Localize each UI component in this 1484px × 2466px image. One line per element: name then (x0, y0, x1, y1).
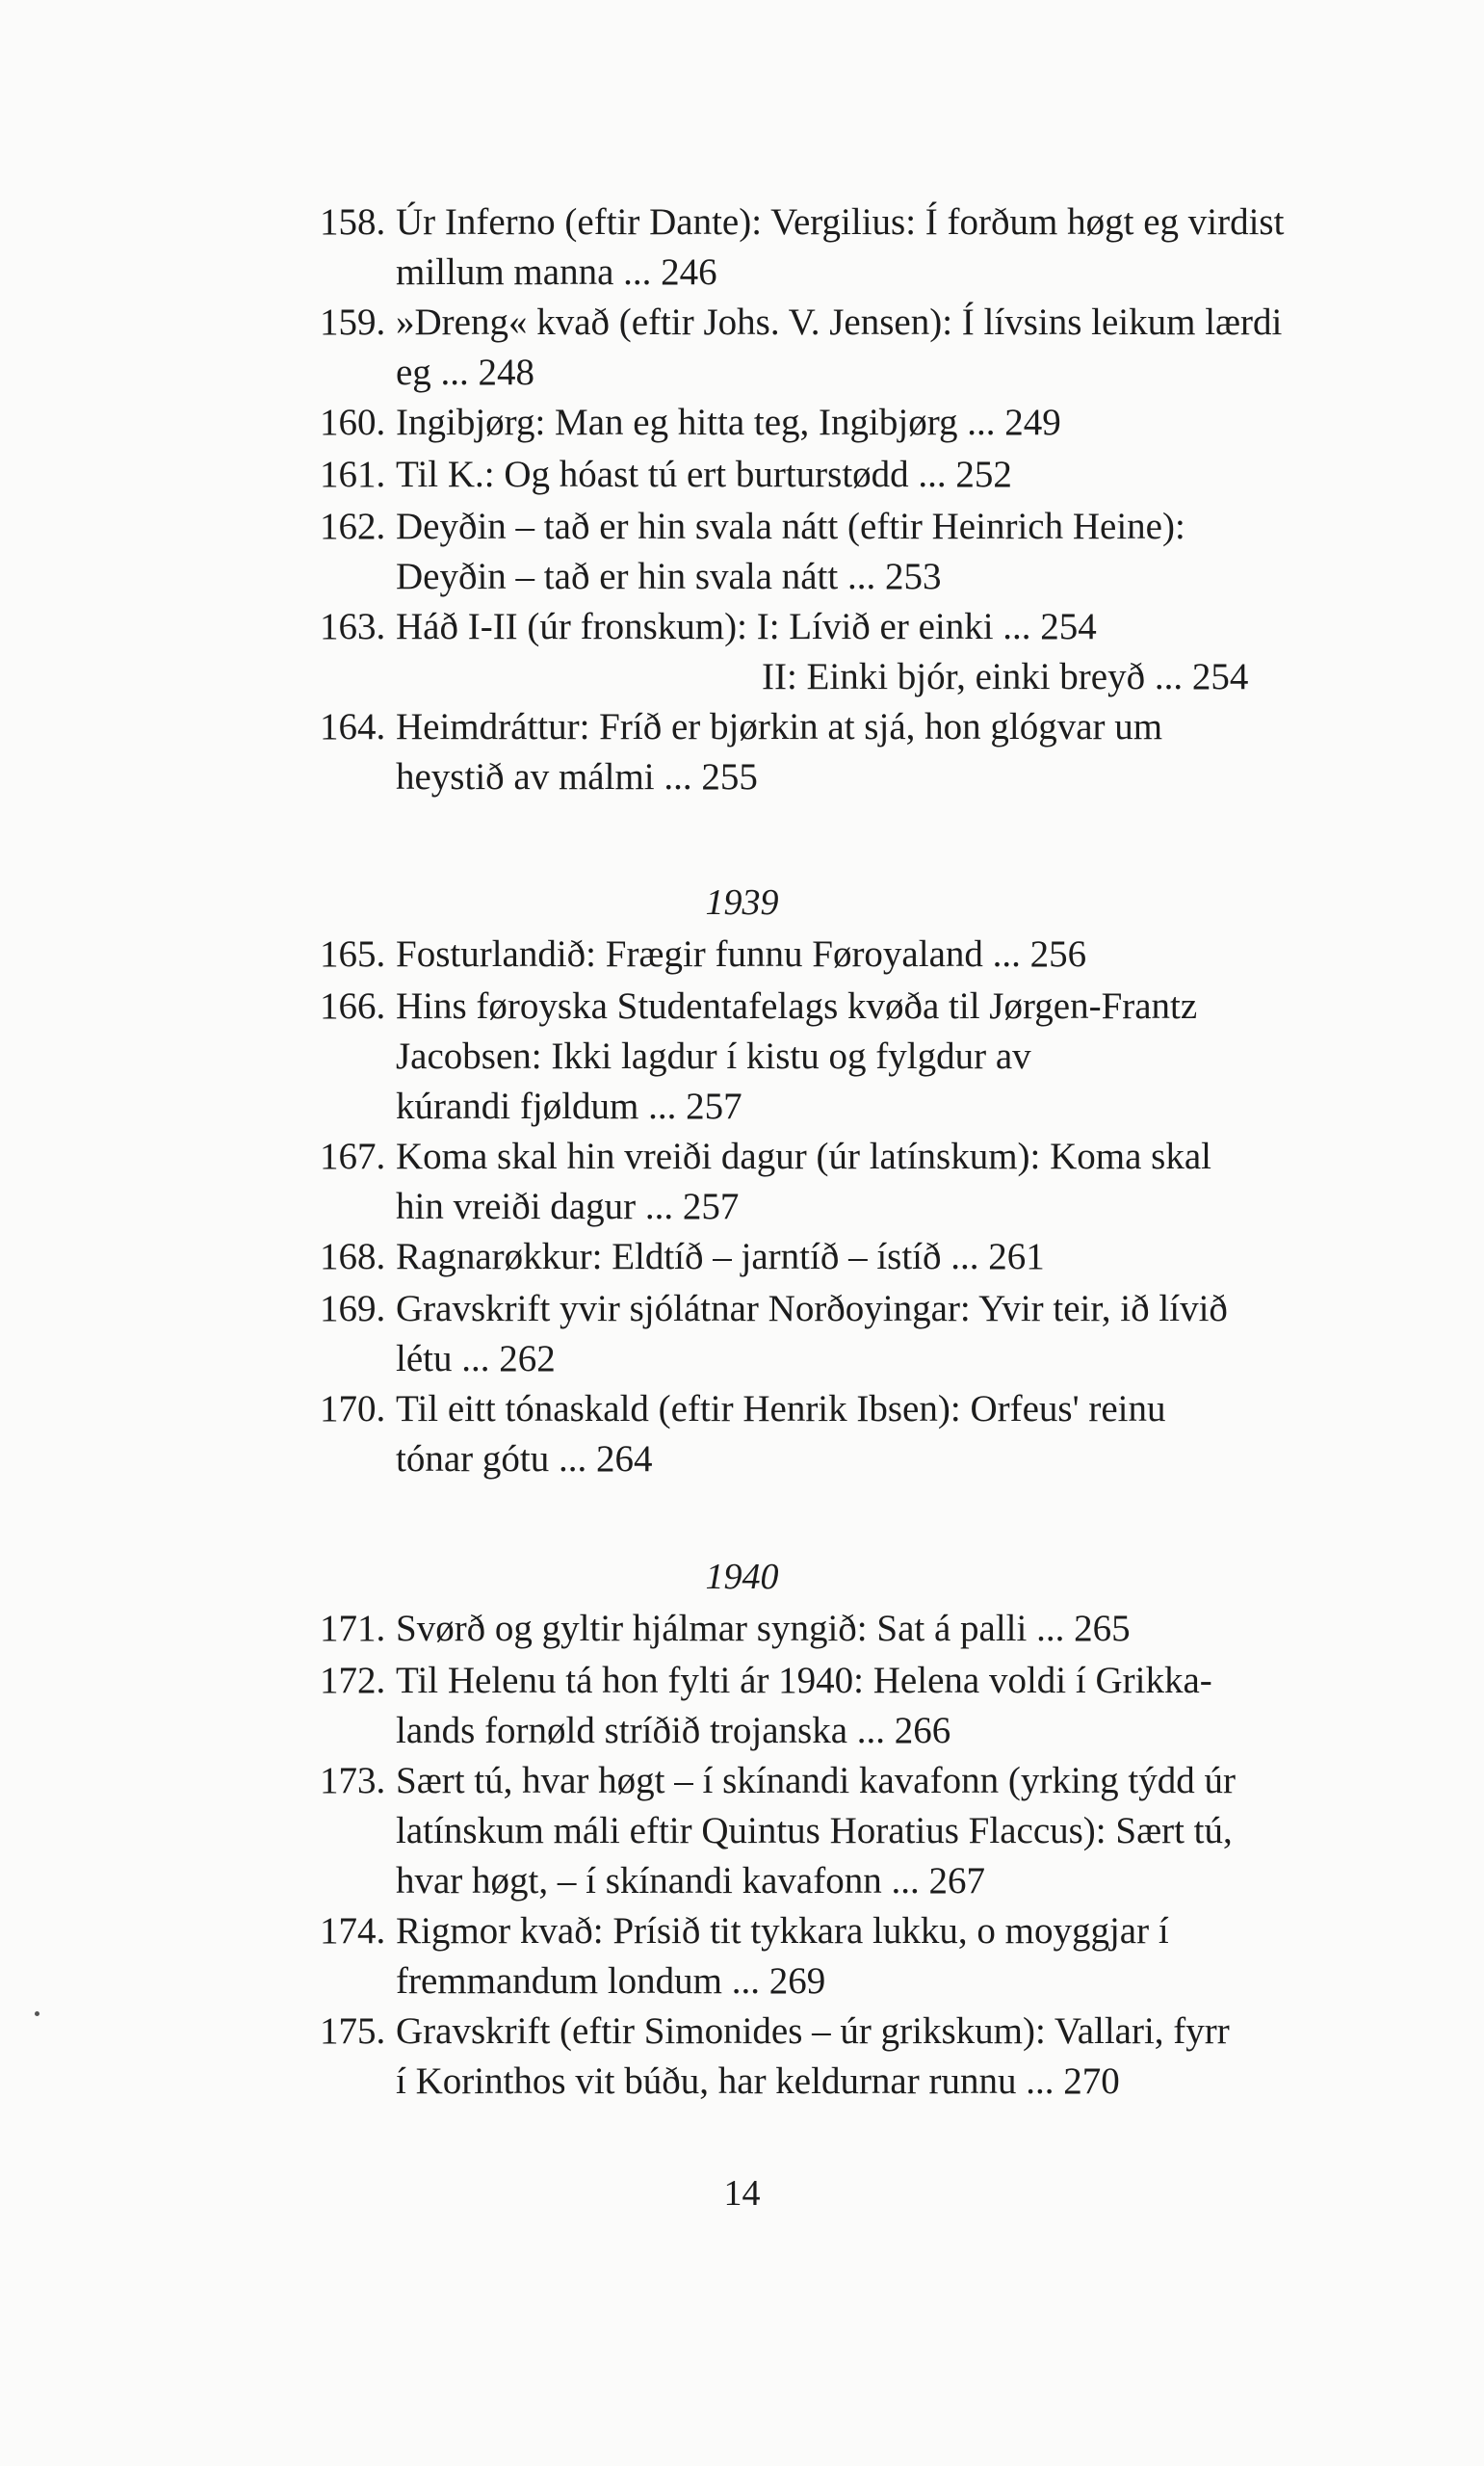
toc-entry-number: 167. (320, 1136, 386, 1177)
toc-entry-number: 169. (320, 1288, 386, 1329)
toc-entry-number: 158. (320, 201, 386, 243)
toc-entry-text (396, 502, 1426, 602)
toc-entry-number: 175. (320, 2010, 386, 2052)
speck (35, 2011, 39, 2016)
toc-entry-number: 160. (320, 402, 386, 443)
toc-entry-text (396, 1656, 1426, 1756)
toc-entry-number: 172. (320, 1660, 386, 1701)
toc-entry-text (396, 1756, 1426, 1906)
toc-entry-number: 173. (320, 1760, 386, 1801)
toc-entry-text (396, 1284, 1426, 1384)
toc-entry-line: II: Einki bjór, einki breyð ... 254 (762, 656, 1249, 697)
toc-entry-number: 164. (320, 706, 386, 748)
toc-entry-line: Háð I-II (úr fronskum): I: Lívið er einki ... 254 (396, 606, 1097, 647)
year-heading-1939: 1939 (705, 882, 779, 923)
toc-entry-line: Deyðin – tað er hin svala nátt (eftir Heinrich Heine): (396, 506, 1185, 547)
toc-entry-line: tónar gótu ... 264 (396, 1438, 653, 1480)
toc-entry-text (396, 450, 1426, 500)
toc-entry-line: Til K.: Og hóast tú ert burturstødd ... 252 (396, 454, 1012, 495)
toc-entry-line: Rigmor kvað: Prísið tit tykkara lukku, o moyggjar í (396, 1910, 1169, 1952)
toc-entry-line: létu ... 262 (396, 1338, 556, 1379)
toc-entry-text (396, 197, 1426, 298)
toc-entry-line: latínskum máli eftir Quintus Horatius Flaccus): Sært tú, (396, 1810, 1233, 1851)
toc-entry-number: 166. (320, 985, 386, 1027)
toc-entry-text (396, 1384, 1426, 1484)
toc-entry-line: Gravskrift yvir sjólátnar Norðoyingar: Yvir teir, ið lívið (396, 1288, 1228, 1329)
page-number: 14 (723, 2173, 761, 2214)
toc-entry-number: 171. (320, 1608, 386, 1649)
toc-entry-line: »Dreng« kvað (eftir Johs. V. Jensen): Í lívsins leikum lærdi (396, 302, 1283, 343)
toc-entry-text (396, 702, 1426, 802)
toc-entry-line: Heimdráttur: Fríð er bjørkin at sjá, hon glógvar um (396, 706, 1163, 748)
toc-entry-line: Fosturlandið: Frægir funnu Føroyaland ... 256 (396, 933, 1087, 975)
toc-entry-line: Til Helenu tá hon fylti ár 1940: Helena voldi í Grikka- (396, 1660, 1212, 1701)
toc-entry-text (396, 1132, 1426, 1232)
toc-entry-line: fremmandum londum ... 269 (396, 1960, 826, 2002)
toc-entry-line: Deyðin – tað er hin svala nátt ... 253 (396, 556, 942, 597)
toc-entry-text (396, 398, 1426, 448)
toc-entry-text (396, 930, 1426, 980)
toc-entry-line: hin vreiði dagur ... 257 (396, 1186, 740, 1227)
year-heading-1940: 1940 (705, 1557, 779, 1597)
toc-entry-number: 162. (320, 506, 386, 547)
toc-entry-line: lands fornøld stríðið trojanska ... 266 (396, 1710, 951, 1751)
toc-entry-text (396, 602, 1426, 702)
toc-entry-number: 168. (320, 1236, 386, 1277)
toc-entry-line: Ingibjørg: Man eg hitta teg, Ingibjørg ... 249 (396, 402, 1061, 443)
toc-entry-line: Hins føroyska Studentafelags kvøða til Jørgen-Frantz (396, 985, 1198, 1027)
toc-entry-text (396, 1906, 1426, 2007)
toc-entry-line: eg ... 248 (396, 352, 535, 393)
toc-entry-number: 170. (320, 1388, 386, 1430)
toc-entry-line: Svørð og gyltir hjálmar syngið: Sat á palli ... 265 (396, 1608, 1131, 1649)
toc-entry-number: 161. (320, 454, 386, 495)
toc-entry-line: Gravskrift (eftir Simonides – úr grikskum): Vallari, fyrr (396, 2010, 1230, 2052)
toc-entry-text (396, 298, 1426, 398)
toc-entry-line: heystið av málmi ... 255 (396, 756, 758, 798)
toc-entry-line: Jacobsen: Ikki lagdur í kistu og fylgdur av (396, 1036, 1031, 1077)
toc-entry-line: Koma skal hin vreiði dagur (úr latínskum): Koma skal (396, 1136, 1211, 1177)
toc-entry-line: Til eitt tónaskald (eftir Henrik Ibsen): Orfeus' reinu (396, 1388, 1166, 1430)
toc-entry-number: 174. (320, 1910, 386, 1952)
toc-entry-text (396, 982, 1426, 1132)
toc-entry-number: 163. (320, 606, 386, 647)
toc-entry-text (396, 1232, 1426, 1282)
toc-entry-line: kúrandi fjøldum ... 257 (396, 1086, 742, 1127)
toc-entry-line: Ragnarøkkur: Eldtíð – jarntíð – ístíð ... 261 (396, 1236, 1045, 1277)
toc-entry-line: Úr Inferno (eftir Dante): Vergilius: Í forðum høgt eg virdist (396, 201, 1285, 243)
toc-entry-number: 159. (320, 302, 386, 343)
toc-entry-line: Sært tú, hvar høgt – í skínandi kavafonn (yrking týdd úr (396, 1760, 1236, 1801)
toc-entry-text (396, 2007, 1426, 2107)
toc-entry-line: í Korinthos vit búðu, har keldurnar runnu ... 270 (396, 2060, 1120, 2102)
toc-entry-text (396, 1604, 1426, 1654)
toc-entry-line: millum manna ... 246 (396, 251, 717, 293)
toc-entry-number: 165. (320, 933, 386, 975)
toc-entry-line: hvar høgt, – í skínandi kavafonn ... 267 (396, 1860, 985, 1902)
